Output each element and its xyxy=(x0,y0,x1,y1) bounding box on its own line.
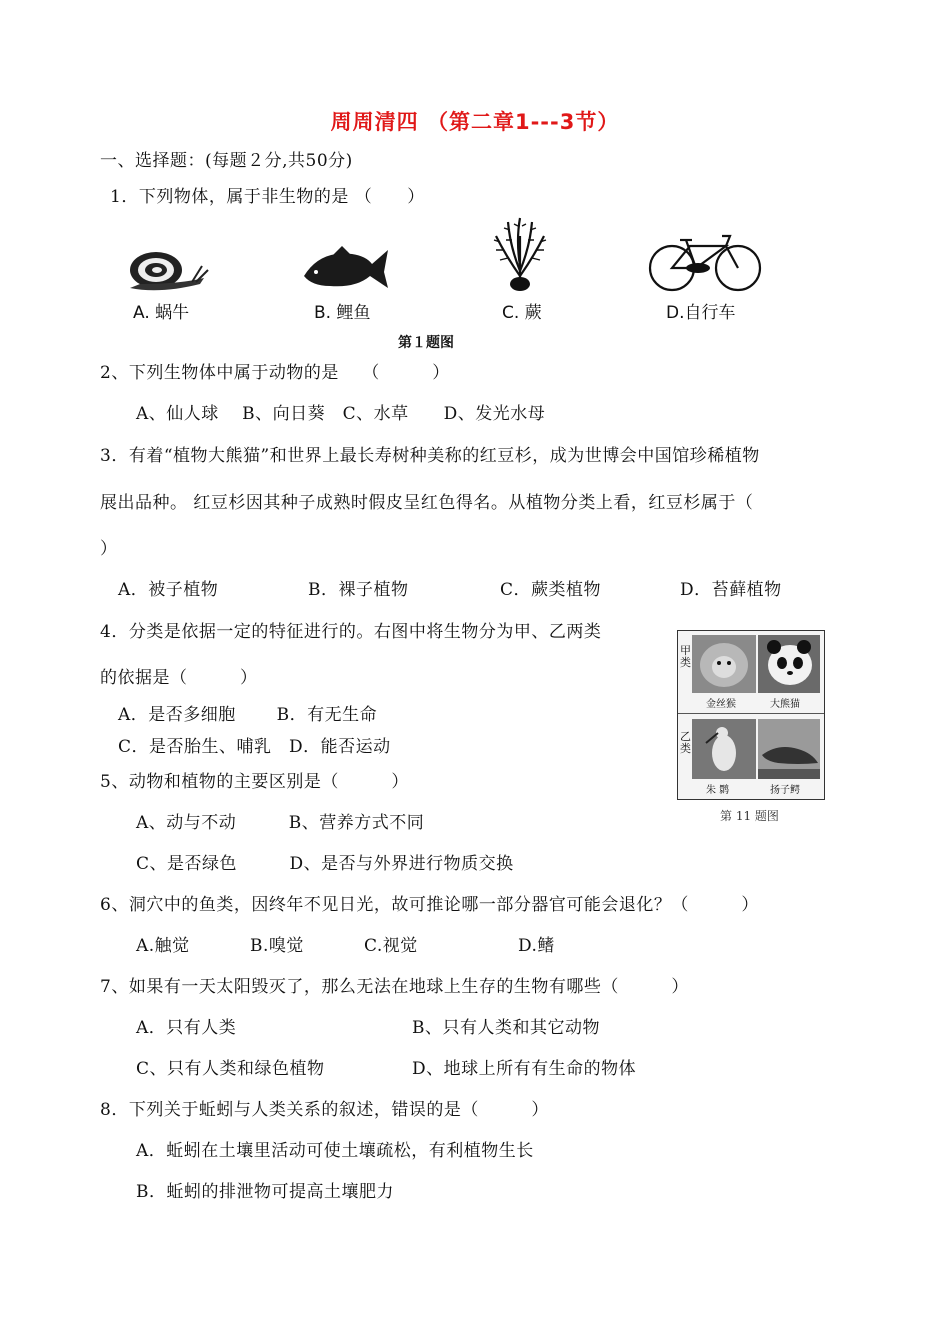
panda-icon xyxy=(758,635,820,693)
q3-line1: 3．有着“植物大熊猫”和世界上最长寿树种美称的红豆杉，成为世博会中国馆珍稀植物 xyxy=(100,446,760,466)
q4-options-row1: A．是否多细胞 B．有无生命 xyxy=(118,705,378,725)
q3-line2: 展出品种。 红豆杉因其种子成熟时假皮呈红色得名。从植物分类上看，红豆杉属于（ xyxy=(100,493,754,513)
q5-options-row1: A、动与不动 B、营养方式不同 xyxy=(136,813,425,833)
q1-option-d: D.自行车 xyxy=(666,303,736,323)
alligator-icon xyxy=(758,719,820,779)
q3-line3: ） xyxy=(100,539,118,559)
q1-figure-caption: 第１题图 xyxy=(398,335,454,351)
q6-stem: 6、洞穴中的鱼类，因终年不见日光，故可推论哪一部分器官可能会退化？（ ） xyxy=(100,895,759,915)
bicycle-icon xyxy=(646,232,764,294)
q6-option-d: D.鳍 xyxy=(518,936,555,956)
q7-option-a: A．只有人类 xyxy=(136,1018,237,1038)
snail-icon xyxy=(120,248,210,296)
q7-option-b: B、只有人类和其它动物 xyxy=(412,1018,600,1038)
crested-ibis-icon xyxy=(692,719,756,779)
q8-option-a: A．蚯蚓在土壤里活动可使土壤疏松，有利植物生长 xyxy=(136,1141,534,1161)
carp-fish-icon xyxy=(300,242,390,294)
q3-option-b: B．裸子植物 xyxy=(308,580,409,600)
q4-options-row2: C．是否胎生、哺乳 D．能否运动 xyxy=(118,737,391,757)
fern-icon xyxy=(488,216,552,292)
group-b-label: 乙类 xyxy=(680,730,691,755)
q7-option-c: C、只有人类和绿色植物 xyxy=(136,1059,325,1079)
q5-options-row2: C、是否绿色 D、是否与外界进行物质交换 xyxy=(136,854,514,874)
q2-stem: 2、下列生物体中属于动物的是 （ ） xyxy=(100,363,450,383)
q4-line2: 的依据是（ ） xyxy=(100,668,258,688)
q7-stem: 7、如果有一天太阳毁灭了，那么无法在地球上生存的生物有哪些（ ） xyxy=(100,977,689,997)
q6-option-b: B.嗅觉 xyxy=(250,936,304,956)
q3-option-a: A．被子植物 xyxy=(118,580,219,600)
panda-label: 大熊猫 xyxy=(770,699,800,710)
q3-option-d: D．苔藓植物 xyxy=(680,580,782,600)
group-divider xyxy=(678,713,824,714)
golden-monkey-icon xyxy=(692,635,756,693)
q8-option-b: B．蚯蚓的排泄物可提高土壤肥力 xyxy=(136,1182,394,1202)
q2-options: A、仙人球 B、向日葵 C、水草 D、发光水母 xyxy=(136,404,546,424)
q6-option-c: C.视觉 xyxy=(364,936,418,956)
ibis-label: 朱 鹮 xyxy=(706,785,730,796)
q3-option-c: C．蕨类植物 xyxy=(500,580,602,600)
page-title: 周周清四 （第二章1---3节） xyxy=(330,110,620,134)
q1-stem: 1．下列物体，属于非生物的是 （ ） xyxy=(110,187,425,207)
q1-option-a: A. 蜗牛 xyxy=(133,303,190,323)
q5-stem: 5、动物和植物的主要区别是（ ） xyxy=(100,772,409,792)
q7-option-d: D、地球上所有有生命的物体 xyxy=(412,1059,637,1079)
q6-option-a: A.触觉 xyxy=(136,936,190,956)
alligator-label: 扬子鳄 xyxy=(770,785,800,796)
q8-stem: 8．下列关于蚯蚓与人类关系的叙述，错误的是（ ） xyxy=(100,1100,549,1120)
classification-figure xyxy=(677,630,825,800)
section-heading: 一、选择题：(每题２分,共50分) xyxy=(100,151,353,171)
q1-option-c: C. 蕨 xyxy=(502,303,542,323)
q1-option-b: B. 鲤鱼 xyxy=(314,303,371,323)
q4-figure-caption: 第 11 题图 xyxy=(720,809,779,823)
monkey-label: 金丝猴 xyxy=(706,699,736,710)
group-a-label: 甲类 xyxy=(680,644,691,669)
q4-line1: 4．分类是依据一定的特征进行的。右图中将生物分为甲、乙两类 xyxy=(100,622,602,642)
